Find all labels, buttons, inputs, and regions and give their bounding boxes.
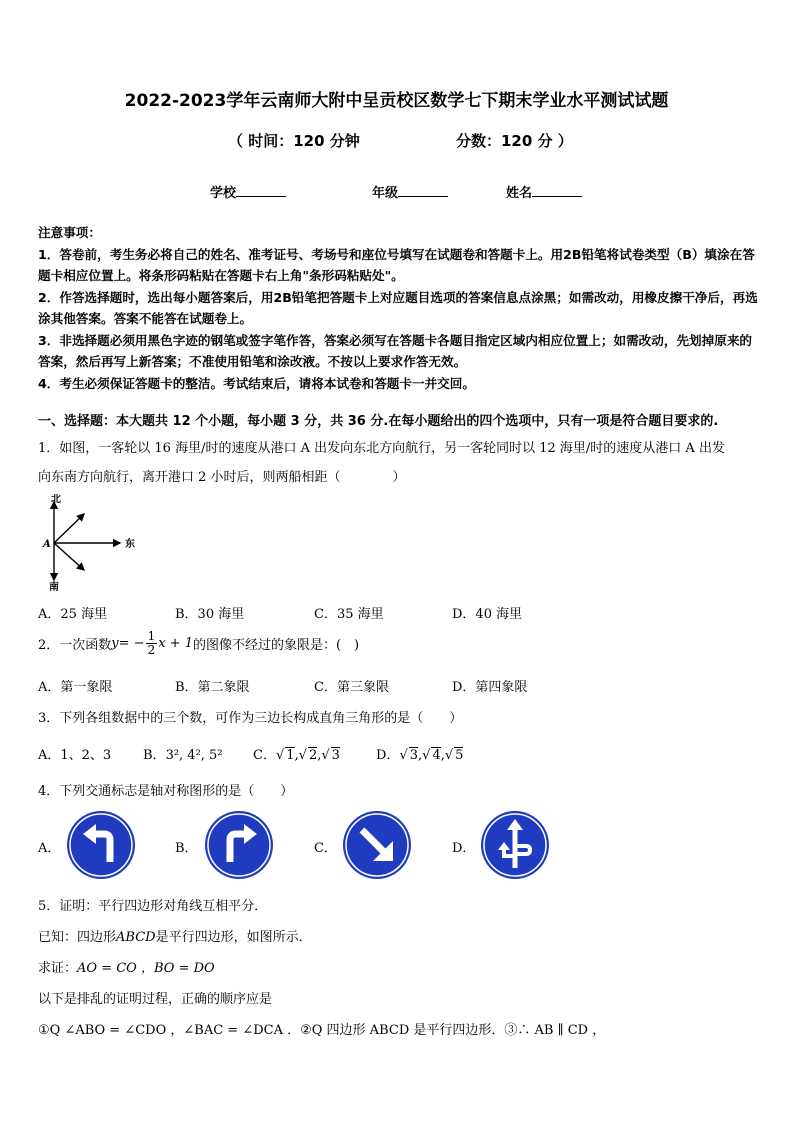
q2-eq: = − [118,636,145,651]
q1-option-a: A．25 海里 [38,607,108,622]
note-item: 2．作答选择题时，选出每小题答案后，用2B铅笔把答题卡上对应题目选项的答案信息点涂黑；如需改动，用橡皮擦干净后，再选涂其他答案。答案不能答在试题卷上。 [38,289,758,326]
east-label: 东 [125,539,135,550]
school-blank [236,184,286,197]
q3-stem: 3．下列各组数据中的三个数，可作为三边长构成直角三角形的是（ ） [38,711,463,726]
exam-score: 分数：120 分 ） [456,132,573,150]
q1-stem-line2: 向东南方向航行，离开港口 2 小时后，则两船相距（ ） [38,470,406,485]
turn-right-sign-icon [204,810,274,880]
q3-c-root3: 3 [331,748,340,763]
q3-option-b-label: B． [143,748,166,763]
q3-option-d: D．√ 3,√ 4,√ 5 [376,748,464,763]
q3-c-root2: 2 [308,748,318,763]
q3-option-b-value: 3², 4², 5² [165,748,223,763]
school-field [210,182,286,201]
q4-label-d: D． [452,841,476,856]
q4-label-a: A． [38,841,61,856]
q2-option-d: D．第四象限 [452,680,528,695]
q3-d-root1: 3 [409,748,419,763]
q3-option-d-label: D． [376,748,400,763]
q2-y: y [111,636,119,651]
q3-option-b [143,744,223,763]
q2-suffix: 的图像不经过的象限是：( ) [192,638,360,653]
q3-d-root2: 4 [432,748,441,763]
note-item: 4．考生必须保证答题卡的整洁。考试结束后，请将本试卷和答题卡一并交回。 [38,375,475,391]
grade-blank [398,184,448,197]
origin-label: A [43,539,51,550]
school-label: 学校 [210,186,237,201]
diagonal-arrow-sign-icon [342,810,412,880]
notes-heading: 注意事项： [38,225,101,240]
q5-prove-prefix: 求证： [38,961,78,976]
q1-option-c: C．35 海里 [314,607,384,622]
q2-fraction-denominator: 2 [147,643,156,657]
q1-option-b: B．30 海里 [175,607,245,622]
straight-or-left-right-sign-icon [480,810,550,880]
turn-left-sign-icon [66,810,136,880]
q5-given-math: ABCD [116,930,156,945]
section-heading: 一、选择题：本大题共 12 个小题，每小题 3 分，共 36 分.在每小题给出的四个选项中，只有一项是符合题目要求的. [38,414,719,429]
notes-block [38,222,758,394]
exam-time: （ 时间：120 分钟 [228,132,360,150]
grade-label: 年级 [372,186,399,201]
q1-option-d: D．40 海里 [452,607,523,622]
north-label: 北 [51,494,61,505]
q3-c-root1: 1 [286,748,295,763]
q2-option-c: C．第三象限 [314,680,389,695]
q2-rest: x + 1 [158,636,193,651]
q4-label-b: B． [175,841,198,856]
q1-stem-line1: 1．如图，一客轮以 16 海里/时的速度从港口 A 出发向东北方向航行，另一客轮同时以 12 海里/时的速度从港口 A 出发 [38,441,725,456]
q5-line1: 5．证明：平行四边形对角线互相平分． [38,899,268,914]
q2-prefix: 2．一次函数 [38,638,112,653]
q5-given-prefix: 已知：四边形 [38,930,117,945]
q2-fraction-numerator: 1 [147,629,156,643]
q5-prove-math: AO = CO ，BO = DO [77,961,215,976]
q2-option-b: B．第二象限 [175,680,250,695]
q5-line4: 以下是排乱的证明过程，正确的顺序应是 [38,992,273,1007]
compass-figure [40,494,150,594]
q3-option-c-label: C． [253,748,276,763]
name-label: 姓名 [506,186,533,201]
name-blank [532,184,582,197]
q3-option-a: A．1、2、3 [38,748,112,763]
note-item: 3．非选择题必须用黑色字迹的钢笔或签字笔作答，答案必须写在答题卡各题目指定区域内相应位置上；如需改动，先划掉原来的答案，然后再写上新答案；不准使用铅笔和涂改液。不按以上要求作答无效。 [38,332,753,369]
q5-line3 [38,957,215,976]
q2-fraction [146,630,158,657]
q2-stem [38,630,359,657]
q2-option-a: A．第一象限 [38,680,113,695]
q5-given-suffix: 是平行四边形，如图所示． [155,930,312,945]
note-item: 1．答卷前，考生务必将自己的姓名、准考证号、考场号和座位号填写在试题卷和答题卡上。用2B铅笔将试卷类型（B）填涂在答题卡相应位置上。将条形码粘贴在答题卡右上角"条形码粘贴处"。 [38,246,755,283]
q3-d-root3: 5 [455,748,464,763]
q3-option-c: C．√ 1,√ 2,√ 3 [253,748,340,763]
q5-line2 [38,926,312,945]
northeast-arrow [54,514,84,543]
south-label: 南 [49,582,59,593]
southeast-arrow [54,543,84,570]
q5-line5: ①Q ∠ABO = ∠CDO ，∠BAC = ∠DCA ．②Q 四边形 ABCD 是平行四边形．③∴ AB ∥ CD ， [38,1023,606,1038]
page-title: 2022-2023学年云南师大附中呈贡校区数学七下期末学业水平测试试题 [124,91,669,111]
q4-label-c: C． [314,841,337,856]
q4-stem: 4．下列交通标志是轴对称图形的是（ ） [38,784,294,799]
grade-field [372,182,448,201]
name-field [506,182,582,201]
